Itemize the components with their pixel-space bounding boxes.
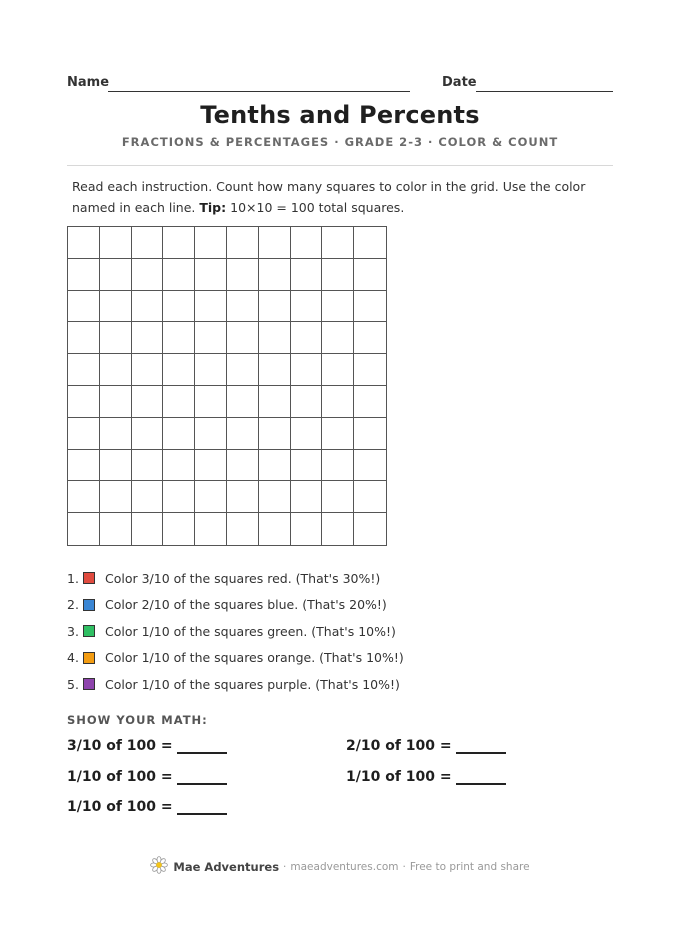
grid-cell[interactable]: [68, 481, 100, 513]
grid-cell[interactable]: [322, 513, 354, 545]
grid-cell[interactable]: [132, 513, 164, 545]
grid-cell[interactable]: [68, 386, 100, 418]
grid-cell[interactable]: [132, 291, 164, 323]
item-text: Color 1/10 of the squares green. (That's 10%!): [105, 623, 396, 639]
list-item: [67, 592, 627, 619]
grid-cell[interactable]: [259, 386, 291, 418]
item-text: Color 1/10 of the squares purple. (That's 10%!): [105, 676, 400, 692]
grid-cell[interactable]: [291, 481, 323, 513]
item-number: 3.: [67, 623, 79, 639]
grid-cell[interactable]: [354, 418, 386, 450]
grid-cell[interactable]: [291, 354, 323, 386]
equation-text: 1/10 of 100 =: [346, 769, 452, 785]
grid-cell[interactable]: [68, 418, 100, 450]
grid-cell[interactable]: [68, 450, 100, 482]
grid-cell[interactable]: [163, 481, 195, 513]
footer-separator: ·: [402, 860, 406, 873]
grid-cell[interactable]: [227, 450, 259, 482]
grid-cell[interactable]: [322, 450, 354, 482]
grid-cell[interactable]: [354, 227, 386, 259]
item-number: 2.: [67, 597, 79, 613]
grid-cell[interactable]: [68, 513, 100, 545]
footer-separator: ·: [283, 860, 287, 873]
page-title: Tenths and Percents: [200, 101, 480, 129]
footer-tagline: Free to print and share: [409, 860, 530, 873]
math-heading: SHOW YOUR MATH:: [67, 713, 208, 727]
grid-cell[interactable]: [291, 418, 323, 450]
grid-cell[interactable]: [322, 322, 354, 354]
grid-cell[interactable]: [163, 450, 195, 482]
name-field[interactable]: [108, 91, 410, 92]
grid-cell[interactable]: [227, 513, 259, 545]
list-item: [67, 565, 627, 592]
grid-cell[interactable]: [322, 259, 354, 291]
grid-cell[interactable]: [259, 418, 291, 450]
grid-cell[interactable]: [354, 291, 386, 323]
color-instructions-list: [67, 565, 627, 698]
grid-cell[interactable]: [291, 386, 323, 418]
grid-cell[interactable]: [132, 450, 164, 482]
grid-cell[interactable]: [132, 227, 164, 259]
grid-cell[interactable]: [195, 481, 227, 513]
grid-cell[interactable]: [291, 322, 323, 354]
tip-label: Tip:: [199, 200, 227, 215]
date-field[interactable]: [476, 91, 613, 92]
answer-blank[interactable]: [456, 771, 506, 785]
list-item: [67, 618, 627, 645]
equation: [346, 769, 506, 785]
grid-cell[interactable]: [195, 322, 227, 354]
grid-cell[interactable]: [195, 291, 227, 323]
grid-cell[interactable]: [227, 354, 259, 386]
grid-cell[interactable]: [195, 227, 227, 259]
grid-cell[interactable]: [291, 291, 323, 323]
grid-cell[interactable]: [100, 450, 132, 482]
footer: [0, 856, 680, 877]
grid-cell[interactable]: [259, 450, 291, 482]
equation: [67, 799, 227, 815]
grid-cell[interactable]: [195, 513, 227, 545]
instructions-text: Read each instruction. Count how many squares to color in the grid. Use the color named in each line.: [72, 179, 586, 215]
equation-text: 3/10 of 100 =: [67, 738, 173, 754]
list-item: [67, 671, 627, 698]
grid-cell[interactable]: [163, 386, 195, 418]
grid-cell[interactable]: [100, 354, 132, 386]
grid-cell[interactable]: [68, 259, 100, 291]
grid-cell[interactable]: [132, 322, 164, 354]
grid-cell[interactable]: [322, 354, 354, 386]
grid-cell[interactable]: [68, 227, 100, 259]
grid-cell[interactable]: [132, 418, 164, 450]
page-subtitle: FRACTIONS & PERCENTAGES · GRADE 2-3 · COLOR & COUNT: [121, 135, 559, 149]
grid-cell[interactable]: [322, 227, 354, 259]
name-label: Name: [67, 75, 110, 90]
item-number: 5.: [67, 676, 79, 692]
grid-cell[interactable]: [227, 227, 259, 259]
grid-cell[interactable]: [259, 291, 291, 323]
grid-cell[interactable]: [68, 354, 100, 386]
grid-cell[interactable]: [354, 481, 386, 513]
grid-cell[interactable]: [291, 259, 323, 291]
grid-cell[interactable]: [195, 259, 227, 291]
grid-cell[interactable]: [227, 322, 259, 354]
grid-cell[interactable]: [354, 513, 386, 545]
grid-cell[interactable]: [163, 418, 195, 450]
grid-cell[interactable]: [163, 227, 195, 259]
item-number: 1.: [67, 570, 79, 586]
grid-cell[interactable]: [132, 259, 164, 291]
grid-cell[interactable]: [132, 386, 164, 418]
grid-cell[interactable]: [100, 322, 132, 354]
equation: [67, 738, 227, 754]
grid-cell[interactable]: [354, 259, 386, 291]
equation: [346, 738, 506, 754]
orange-swatch: [83, 652, 95, 664]
grid-cell[interactable]: [227, 259, 259, 291]
equation: [67, 769, 227, 785]
grid-cell[interactable]: [100, 513, 132, 545]
grid-cell[interactable]: [163, 291, 195, 323]
answer-blank[interactable]: [177, 801, 227, 815]
red-swatch: [83, 572, 95, 584]
tip-text: 10×10 = 100 total squares.: [230, 200, 405, 215]
list-item: [67, 645, 627, 672]
grid-cell[interactable]: [259, 322, 291, 354]
grid-cell[interactable]: [354, 322, 386, 354]
item-text: Color 1/10 of the squares orange. (That's 10%!): [105, 650, 404, 666]
grid-cell[interactable]: [259, 481, 291, 513]
grid-cell[interactable]: [132, 481, 164, 513]
grid-cell[interactable]: [291, 450, 323, 482]
brand-name: Mae Adventures: [173, 859, 280, 874]
grid-cell[interactable]: [100, 227, 132, 259]
grid-cell[interactable]: [227, 481, 259, 513]
equation-text: 2/10 of 100 =: [346, 738, 452, 754]
item-text: Color 2/10 of the squares blue. (That's 20%!): [105, 597, 387, 613]
blue-swatch: [83, 599, 95, 611]
grid-cell[interactable]: [259, 513, 291, 545]
grid-cell[interactable]: [100, 481, 132, 513]
answer-blank[interactable]: [177, 771, 227, 785]
grid-cell[interactable]: [227, 418, 259, 450]
answer-blank[interactable]: [177, 740, 227, 754]
instructions: [72, 176, 612, 218]
grid-cell[interactable]: [227, 386, 259, 418]
grid-cell[interactable]: [68, 291, 100, 323]
grid-cell[interactable]: [322, 386, 354, 418]
grid-cell[interactable]: [100, 259, 132, 291]
answer-blank[interactable]: [456, 740, 506, 754]
green-swatch: [83, 625, 95, 637]
equation-text: 1/10 of 100 =: [67, 799, 173, 815]
grid-cell[interactable]: [354, 354, 386, 386]
grid-cell[interactable]: [163, 259, 195, 291]
grid-cell[interactable]: [354, 386, 386, 418]
grid-cell[interactable]: [259, 354, 291, 386]
grid-cell[interactable]: [100, 418, 132, 450]
grid-cell[interactable]: [100, 386, 132, 418]
grid-cell[interactable]: [68, 322, 100, 354]
grid-cell[interactable]: [291, 227, 323, 259]
grid-cell[interactable]: [354, 450, 386, 482]
grid-cell[interactable]: [322, 418, 354, 450]
footer-site: maeadventures.com: [290, 860, 399, 873]
grid-cell[interactable]: [132, 354, 164, 386]
grid-cell[interactable]: [163, 513, 195, 545]
grid-cell[interactable]: [100, 291, 132, 323]
flower-icon: [150, 856, 168, 877]
grid-cell[interactable]: [163, 354, 195, 386]
purple-swatch: [83, 678, 95, 690]
hundred-grid: [67, 226, 387, 546]
grid-cell[interactable]: [195, 354, 227, 386]
grid-cell[interactable]: [322, 481, 354, 513]
item-number: 4.: [67, 650, 79, 666]
item-text: Color 3/10 of the squares red. (That's 30%!): [105, 570, 381, 586]
grid-cell[interactable]: [227, 291, 259, 323]
equation-text: 1/10 of 100 =: [67, 769, 173, 785]
grid-cell[interactable]: [322, 291, 354, 323]
grid-cell[interactable]: [291, 513, 323, 545]
grid-cell[interactable]: [195, 450, 227, 482]
grid-cell[interactable]: [195, 386, 227, 418]
grid-cell[interactable]: [259, 259, 291, 291]
grid-cell[interactable]: [259, 227, 291, 259]
date-label: Date: [442, 75, 477, 90]
grid-cell[interactable]: [195, 418, 227, 450]
divider: [67, 165, 613, 166]
grid-cell[interactable]: [163, 322, 195, 354]
